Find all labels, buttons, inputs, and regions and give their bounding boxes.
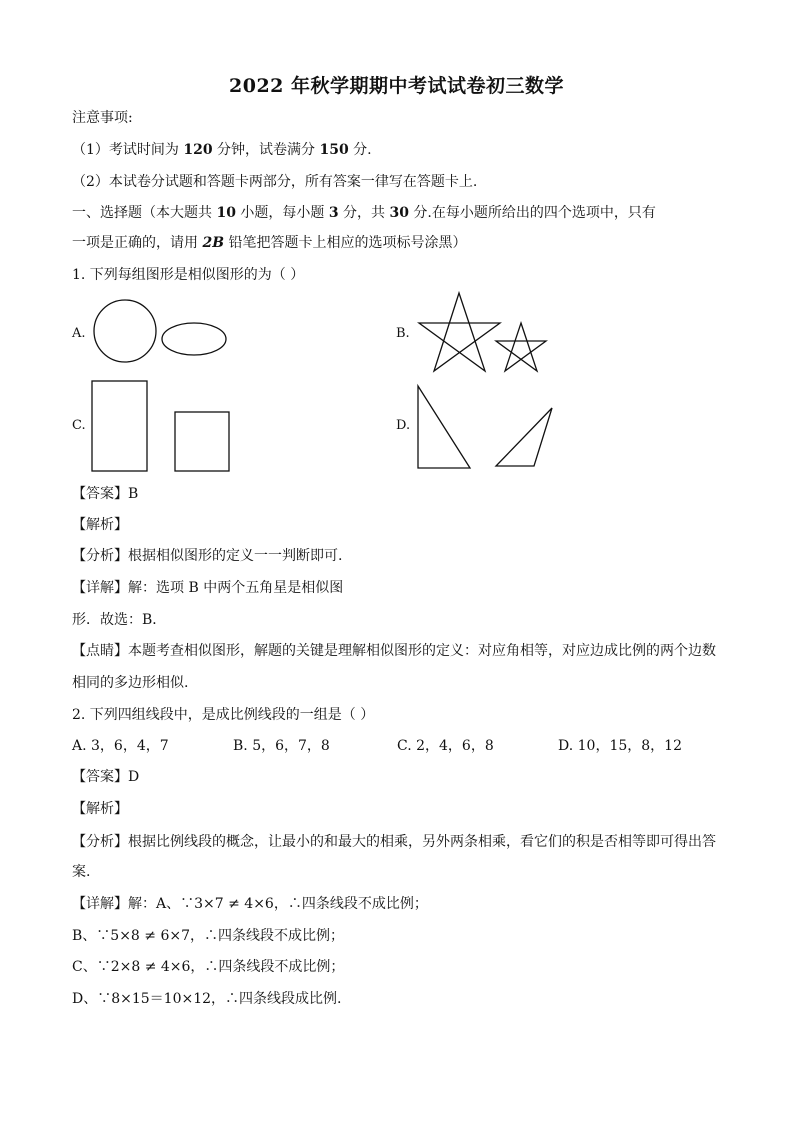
q1-comment-line-2: 相同的多边形相似. xyxy=(72,675,189,691)
notice-item-2: （2）本试卷分试题和答题卡两部分，所有答案一律写在答题卡上. xyxy=(72,174,478,190)
q1-option-b-label: B. xyxy=(396,326,410,341)
section-text-e: 一项是正确的，请用 xyxy=(72,235,203,251)
fenxi-tag: 【分析】 xyxy=(72,548,128,564)
notice-item-1-prefix: （1）考试时间为 xyxy=(72,142,184,158)
q2-option-a: A. 3，6，4，7 xyxy=(72,738,169,754)
q1-answer-value: B xyxy=(128,486,139,502)
comment-tag: 【点睛】 xyxy=(72,643,128,659)
points-per: 3 xyxy=(328,205,339,221)
q1-fenxi-text: 根据相似图形的定义一一判断即可. xyxy=(128,548,343,564)
answer-tag: 【答案】 xyxy=(72,769,128,785)
large-triangle-shape xyxy=(418,386,470,468)
section-text-b: 小题，每小题 xyxy=(235,205,329,221)
q2-fenxi-line-1 xyxy=(72,832,716,852)
circle-shape xyxy=(94,300,156,362)
notice-item-1-mid: 分钟，试卷满分 xyxy=(212,142,320,158)
square-shape xyxy=(175,412,229,471)
q2-analysis-tag: 【解析】 xyxy=(72,801,128,817)
exam-time: 120 xyxy=(183,142,213,158)
section-text-c: 分，共 xyxy=(338,205,390,221)
q2-option-b: B. 5，6，7，8 xyxy=(233,738,330,754)
question-count: 10 xyxy=(216,205,236,221)
q1-stem: 1. 下列每组图形是相似图形的为（ ） xyxy=(72,267,305,283)
q1-option-a-label: A. xyxy=(72,326,86,341)
pencil-type: 2B xyxy=(202,235,225,251)
q2-detail-d: D、∵8×15＝10×12，∴四条线段成比例. xyxy=(72,991,342,1007)
section-text-d: 分.在每小题所给出的四个选项中，只有 xyxy=(408,205,656,221)
q1-option-d-label: D. xyxy=(396,418,411,433)
large-star-shape xyxy=(419,293,500,371)
full-score: 150 xyxy=(319,142,349,158)
detail-tag: 【详解】 xyxy=(72,896,128,912)
q2-option-d: D. 10，15，8，12 xyxy=(558,738,682,754)
q2-detail-c: C、∵2×8 ≠ 4×6，∴四条线段不成比例； xyxy=(72,959,345,975)
small-triangle-shape xyxy=(496,408,552,466)
q2-fenxi-text-1: 根据比例线段的概念，让最小的和最大的相乘，另外两条相乘，看它们的积是否相等即可得出答 xyxy=(128,834,716,850)
notice-item-1-suffix: 分. xyxy=(348,142,372,158)
q1-detail-line-1 xyxy=(72,578,343,598)
q1-comment-line-1 xyxy=(72,641,716,661)
section-text-a: 一、选择题（本大题共 xyxy=(72,205,217,221)
small-star-shape xyxy=(496,323,546,371)
detail-tag: 【详解】 xyxy=(72,580,128,596)
q2-answer-value: D xyxy=(128,769,140,785)
ellipse-shape xyxy=(162,323,226,355)
fenxi-tag: 【分析】 xyxy=(72,834,128,850)
q2-detail-a xyxy=(72,894,428,914)
q1-detail-text-1: 解：选项 B 中两个五角星是相似图 xyxy=(128,580,344,596)
q2-stem: 2. 下列四组线段中，是成比例线段的一组是（ ） xyxy=(72,707,375,723)
q1-answer xyxy=(72,484,138,504)
q2-detail-a-text: 解：A、∵3×7 ≠ 4×6，∴四条线段不成比例； xyxy=(128,896,428,912)
answer-tag: 【答案】 xyxy=(72,486,128,502)
notice-heading: 注意事项: xyxy=(72,110,133,126)
q2-option-c: C. 2，4，6，8 xyxy=(397,738,494,754)
q2-fenxi-line-2: 案. xyxy=(72,864,91,880)
q2-answer xyxy=(72,767,139,787)
q1-comment-text-1: 本题考查相似图形，解题的关键是理解相似图形的定义：对应角相等，对应边成比例的两个边数 xyxy=(128,643,716,659)
q1-detail-line-2: 形．故选：B． xyxy=(72,612,167,628)
q1-analysis-tag: 【解析】 xyxy=(72,517,128,533)
section-text-f: 铅笔把答题卡上相应的选项标号涂黑） xyxy=(224,235,467,251)
tall-rectangle-shape xyxy=(92,381,147,471)
page-title: 2022 年秋学期期中考试试卷初三数学 xyxy=(229,75,564,97)
total-points: 30 xyxy=(389,205,409,221)
q2-detail-b: B、∵5×8 ≠ 6×7，∴四条线段不成比例； xyxy=(72,928,345,944)
q1-option-c-label: C. xyxy=(72,418,86,433)
q1-fenxi xyxy=(72,546,342,566)
